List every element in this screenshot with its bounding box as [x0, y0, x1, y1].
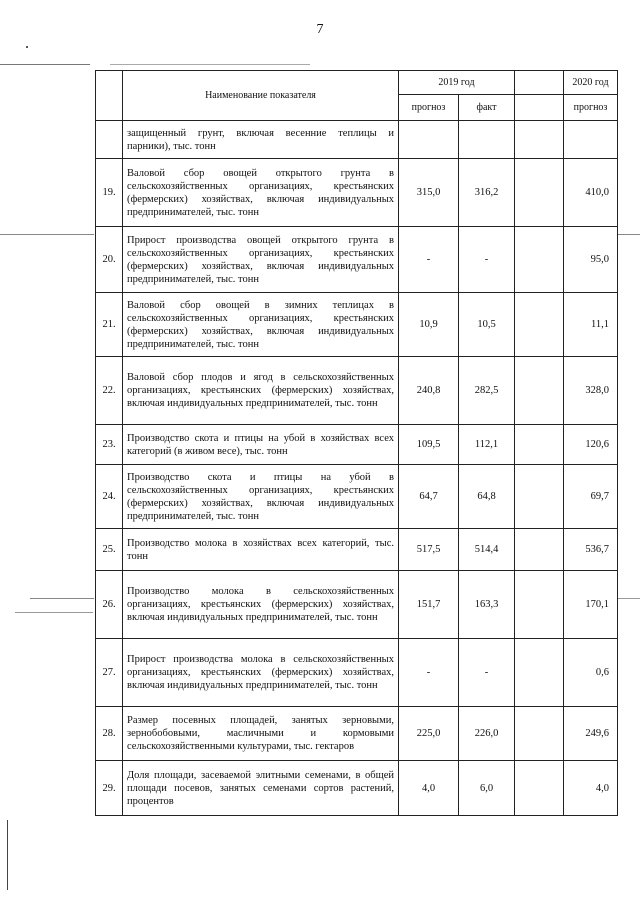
scan-artifact-line — [0, 234, 94, 235]
forecast-2019-value: 315,0 — [399, 159, 459, 227]
fact-2019-value: 514,4 — [459, 529, 515, 571]
fact-2019-value: 6,0 — [459, 761, 515, 816]
forecast-2019-value: - — [399, 639, 459, 707]
indicator-name: Доля площади, засеваемой элитными семенами, в общей площади посевов, занятых семенами сортов растений, процентов — [123, 761, 399, 816]
row-number: 28. — [96, 707, 123, 761]
forecast-2020-value: 249,6 — [564, 707, 618, 761]
scan-artifact-line — [618, 234, 640, 235]
forecast-2019-value — [399, 121, 459, 159]
row-number: 29. — [96, 761, 123, 816]
row-number: 20. — [96, 227, 123, 293]
header-empty-cell — [515, 95, 564, 121]
table-row — [96, 425, 618, 465]
fact-2019-value: 226,0 — [459, 707, 515, 761]
indicator-name: Производство скота и птицы на убой в хозяйствах всех категорий (в живом весе), тыс. тонн — [123, 425, 399, 465]
table-row — [96, 227, 618, 293]
table-row — [96, 357, 618, 425]
table-row — [96, 761, 618, 816]
fact-2019-value: 282,5 — [459, 357, 515, 425]
row-number: 24. — [96, 465, 123, 529]
fact-2019-value: 163,3 — [459, 571, 515, 639]
row-number: 27. — [96, 639, 123, 707]
row-number: 25. — [96, 529, 123, 571]
empty-cell — [515, 529, 564, 571]
header-forecast-2020: прогноз — [564, 95, 618, 121]
forecast-2019-value: 225,0 — [399, 707, 459, 761]
empty-cell — [515, 639, 564, 707]
header-year-2019: 2019 год — [399, 71, 515, 95]
scan-artifact-line — [0, 64, 90, 65]
forecast-2019-value: 517,5 — [399, 529, 459, 571]
forecast-2019-value: 64,7 — [399, 465, 459, 529]
indicator-name: Валовой сбор плодов и ягод в сельскохозяйственных организациях, крестьянских (фермерских) хозяйствах, включая индивидуальных предпринимателей, тыс. тонн — [123, 357, 399, 425]
indicator-name: Размер посевных площадей, занятых зерновыми, зернобобовыми, масличными и кормовыми сельскохозяйственными культурами, тыс. гектаров — [123, 707, 399, 761]
scan-artifact-line — [30, 598, 94, 599]
forecast-2020-value: 410,0 — [564, 159, 618, 227]
scan-artifact-edge — [7, 820, 8, 890]
forecast-2019-value: 240,8 — [399, 357, 459, 425]
table-row — [96, 571, 618, 639]
forecast-2019-value: 109,5 — [399, 425, 459, 465]
row-number: 19. — [96, 159, 123, 227]
header-empty-cell — [515, 71, 564, 95]
forecast-2019-value: 10,9 — [399, 293, 459, 357]
indicator-name: Прирост производства овощей открытого грунта в сельскохозяйственных организациях, крестьянских (фермерских) хозяйствах, включая индивидуальных предпринимателей, тыс. тонн — [123, 227, 399, 293]
header-row — [96, 71, 618, 95]
indicator-name: Прирост производства молока в сельскохозяйственных организациях, крестьянских (фермерских) хозяйствах, включая индивидуальных предпринимателей, тыс. тонн — [123, 639, 399, 707]
indicator-name: Производство молока в сельскохозяйственных организациях, крестьянских (фермерских) хозяйствах, включая индивидуальных предпринимателей, тыс. тонн — [123, 571, 399, 639]
forecast-2020-value: 4,0 — [564, 761, 618, 816]
forecast-2020-value: 328,0 — [564, 357, 618, 425]
empty-cell — [515, 761, 564, 816]
empty-cell — [515, 465, 564, 529]
scan-artifact-line — [110, 64, 310, 65]
row-number: 26. — [96, 571, 123, 639]
table-row — [96, 121, 618, 159]
table-row — [96, 293, 618, 357]
scan-artifact-dot — [26, 46, 28, 48]
fact-2019-value: 64,8 — [459, 465, 515, 529]
forecast-2020-value: 536,7 — [564, 529, 618, 571]
row-number — [96, 121, 123, 159]
forecast-2020-value: 95,0 — [564, 227, 618, 293]
header-indicator-name: Наименование показателя — [123, 71, 399, 121]
header-forecast-2019: прогноз — [399, 95, 459, 121]
fact-2019-value: - — [459, 227, 515, 293]
table-row — [96, 529, 618, 571]
forecast-2020-value: 120,6 — [564, 425, 618, 465]
row-number: 23. — [96, 425, 123, 465]
fact-2019-value: 112,1 — [459, 425, 515, 465]
scan-artifact-line — [15, 612, 93, 613]
forecast-2020-value — [564, 121, 618, 159]
empty-cell — [515, 227, 564, 293]
forecast-2020-value: 69,7 — [564, 465, 618, 529]
empty-cell — [515, 159, 564, 227]
indicator-name: Производство молока в хозяйствах всех категорий, тыс. тонн — [123, 529, 399, 571]
empty-cell — [515, 707, 564, 761]
fact-2019-value: - — [459, 639, 515, 707]
table-row — [96, 639, 618, 707]
page-number: 7 — [316, 22, 324, 37]
empty-cell — [515, 571, 564, 639]
indicator-name: Производство скота и птицы на убой в сельскохозяйственных организациях, крестьянских (фермерских) хозяйствах, включая индивидуальных предпринимателей, тыс. тонн — [123, 465, 399, 529]
indicator-name: защищенный грунт, включая весенние теплицы и парники), тыс. тонн — [123, 121, 399, 159]
table-row — [96, 707, 618, 761]
row-number: 21. — [96, 293, 123, 357]
forecast-2020-value: 0,6 — [564, 639, 618, 707]
empty-cell — [515, 425, 564, 465]
scan-artifact-line — [618, 598, 640, 599]
table-row — [96, 159, 618, 227]
fact-2019-value: 316,2 — [459, 159, 515, 227]
empty-cell — [515, 293, 564, 357]
forecast-2019-value: 4,0 — [399, 761, 459, 816]
header-num-cell — [96, 71, 123, 121]
forecast-2019-value: - — [399, 227, 459, 293]
fact-2019-value: 10,5 — [459, 293, 515, 357]
indicator-table — [95, 70, 618, 816]
forecast-2020-value: 11,1 — [564, 293, 618, 357]
table-row — [96, 465, 618, 529]
forecast-2020-value: 170,1 — [564, 571, 618, 639]
indicator-name: Валовой сбор овощей открытого грунта в сельскохозяйственных организациях, крестьянских (фермерских) хозяйствах, включая индивидуальных предпринимателей, тыс. тонн — [123, 159, 399, 227]
indicator-name: Валовой сбор овощей в зимних теплицах в сельскохозяйственных организациях, крестьянских (фермерских) хозяйствах, включая индивидуальных предпринимателей, тыс. тонн — [123, 293, 399, 357]
header-fact-2019: факт — [459, 95, 515, 121]
row-number: 22. — [96, 357, 123, 425]
empty-cell — [515, 357, 564, 425]
fact-2019-value — [459, 121, 515, 159]
empty-cell — [515, 121, 564, 159]
forecast-2019-value: 151,7 — [399, 571, 459, 639]
header-year-2020: 2020 год — [564, 71, 618, 95]
